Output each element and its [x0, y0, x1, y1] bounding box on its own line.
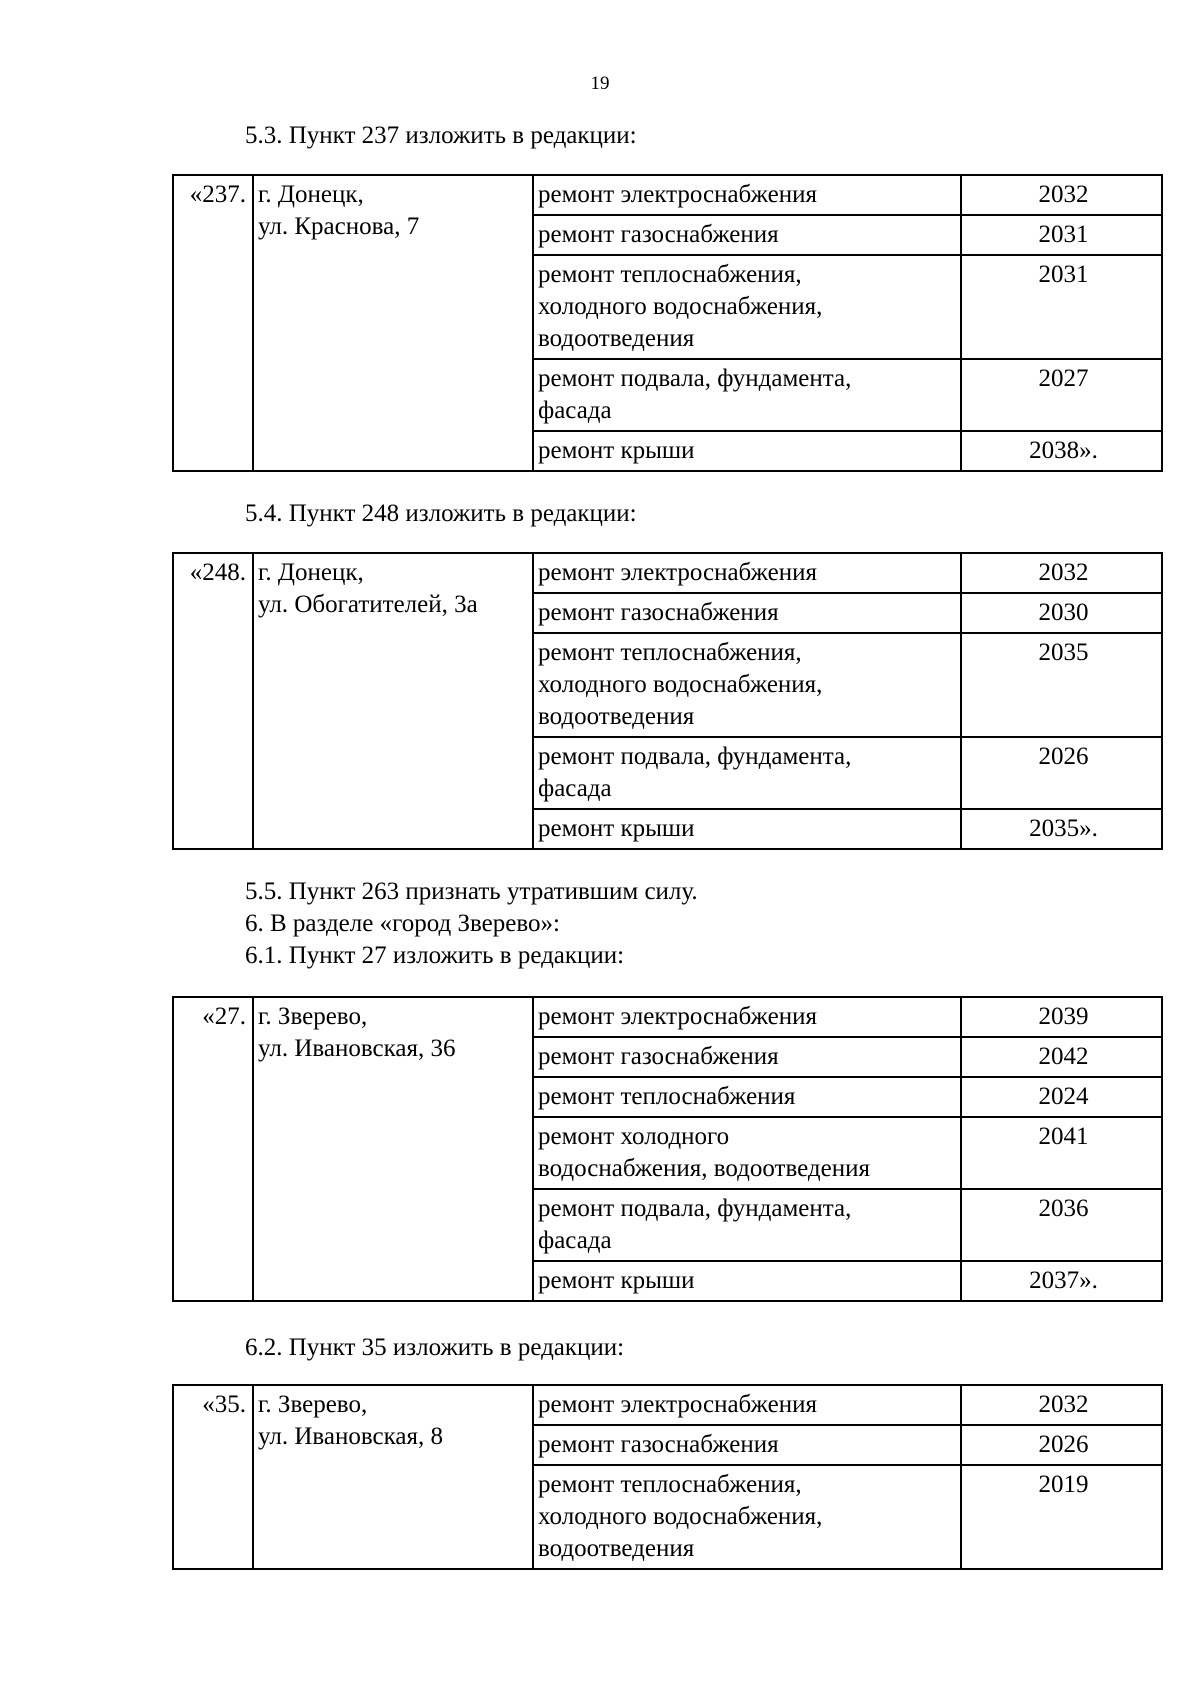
work-type-line: водоотведения	[538, 703, 695, 730]
year-cell: 2042	[961, 1037, 1162, 1077]
work-type-line: холодного водоснабжения,	[538, 671, 823, 698]
work-type-cell	[533, 1189, 961, 1261]
paragraph-5-5: 5.5. Пункт 263 признать утратившим силу.	[245, 878, 698, 905]
paragraph-6-1: 6.1. Пункт 27 изложить в редакции:	[245, 942, 625, 969]
year-cell: 2026	[961, 1425, 1162, 1465]
address-line: ул. Ивановская, 36	[258, 1035, 456, 1062]
work-type-line: ремонт теплоснабжения,	[538, 639, 802, 666]
year-cell: 2035».	[961, 809, 1162, 849]
work-type-line: фасада	[538, 397, 612, 424]
item-number-cell: «27.	[173, 997, 253, 1301]
work-type-line: водоотведения	[538, 325, 695, 352]
address-line: г. Зверево,	[258, 1391, 368, 1418]
table-row	[173, 175, 1162, 215]
work-type-line: ремонт теплоснабжения,	[538, 261, 802, 288]
year-cell: 2035	[961, 633, 1162, 737]
work-type-line: ремонт теплоснабжения	[538, 1083, 796, 1110]
work-type-line: водоснабжения, водоотведения	[538, 1155, 870, 1182]
work-type-line: ремонт электроснабжения	[538, 1003, 817, 1030]
work-type-line: холодного водоснабжения,	[538, 1503, 823, 1530]
address-cell	[253, 997, 533, 1301]
work-type-line: фасада	[538, 775, 612, 802]
work-type-cell	[533, 1117, 961, 1189]
year-cell: 2027	[961, 359, 1162, 431]
table-row	[173, 1385, 1162, 1425]
year-cell: 2038».	[961, 431, 1162, 471]
work-type-cell	[533, 1425, 961, 1465]
work-type-line: ремонт газоснабжения	[538, 221, 779, 248]
work-type-line: фасада	[538, 1227, 612, 1254]
work-type-cell	[533, 215, 961, 255]
work-type-cell	[533, 553, 961, 593]
work-type-line: ремонт крыши	[538, 437, 695, 464]
address-line: ул. Краснова, 7	[258, 213, 420, 240]
paragraph-5-4: 5.4. Пункт 248 изложить в редакции:	[245, 500, 637, 527]
address-cell	[253, 1385, 533, 1569]
work-type-line: ремонт электроснабжения	[538, 1391, 817, 1418]
work-type-cell	[533, 1261, 961, 1301]
year-cell: 2026	[961, 737, 1162, 809]
work-type-line: холодного водоснабжения,	[538, 293, 823, 320]
work-type-line: ремонт газоснабжения	[538, 1431, 779, 1458]
work-type-cell	[533, 359, 961, 431]
work-type-cell	[533, 633, 961, 737]
item-number-cell: «35.	[173, 1385, 253, 1569]
year-cell: 2019	[961, 1465, 1162, 1569]
address-line: г. Донецк,	[258, 181, 364, 208]
year-cell: 2036	[961, 1189, 1162, 1261]
address-line: ул. Ивановская, 8	[258, 1423, 443, 1450]
table-item-248	[172, 552, 1163, 850]
year-cell: 2032	[961, 1385, 1162, 1425]
address-cell	[253, 175, 533, 471]
table-row	[173, 553, 1162, 593]
work-type-cell	[533, 1077, 961, 1117]
page-number: 19	[590, 73, 610, 94]
address-line: г. Зверево,	[258, 1003, 368, 1030]
paragraph-6-2: 6.2. Пункт 35 изложить в редакции:	[245, 1334, 625, 1361]
work-type-cell	[533, 1037, 961, 1077]
work-type-line: ремонт электроснабжения	[538, 559, 817, 586]
work-type-line: ремонт теплоснабжения,	[538, 1471, 802, 1498]
work-type-line: ремонт крыши	[538, 815, 695, 842]
item-number-cell: «248.	[173, 553, 253, 849]
work-type-cell	[533, 997, 961, 1037]
year-cell: 2030	[961, 593, 1162, 633]
work-type-line: ремонт подвала, фундамента,	[538, 365, 852, 392]
year-cell: 2024	[961, 1077, 1162, 1117]
work-type-cell	[533, 255, 961, 359]
work-type-cell	[533, 1385, 961, 1425]
address-cell	[253, 553, 533, 849]
address-line: ул. Обогатителей, 3а	[258, 591, 478, 618]
work-type-line: ремонт подвала, фундамента,	[538, 743, 852, 770]
year-cell: 2041	[961, 1117, 1162, 1189]
work-type-line: ремонт газоснабжения	[538, 1043, 779, 1070]
work-type-line: ремонт электроснабжения	[538, 181, 817, 208]
year-cell: 2031	[961, 215, 1162, 255]
year-cell: 2037».	[961, 1261, 1162, 1301]
table-item-35	[172, 1384, 1163, 1570]
work-type-line: ремонт подвала, фундамента,	[538, 1195, 852, 1222]
table-row	[173, 997, 1162, 1037]
address-line: г. Донецк,	[258, 559, 364, 586]
table-item-237	[172, 174, 1163, 472]
paragraph-6: 6. В разделе «город Зверево»:	[245, 910, 560, 937]
work-type-cell	[533, 175, 961, 215]
table-item-27	[172, 996, 1163, 1302]
paragraph-5-3: 5.3. Пункт 237 изложить в редакции:	[245, 122, 637, 149]
item-number-cell: «237.	[173, 175, 253, 471]
work-type-cell	[533, 431, 961, 471]
work-type-cell	[533, 737, 961, 809]
year-cell: 2032	[961, 553, 1162, 593]
work-type-line: ремонт крыши	[538, 1267, 695, 1294]
work-type-cell	[533, 809, 961, 849]
work-type-line: ремонт холодного	[538, 1123, 730, 1150]
year-cell: 2031	[961, 255, 1162, 359]
work-type-line: водоотведения	[538, 1535, 695, 1562]
year-cell: 2039	[961, 997, 1162, 1037]
work-type-cell	[533, 1465, 961, 1569]
work-type-line: ремонт газоснабжения	[538, 599, 779, 626]
year-cell: 2032	[961, 175, 1162, 215]
work-type-cell	[533, 593, 961, 633]
